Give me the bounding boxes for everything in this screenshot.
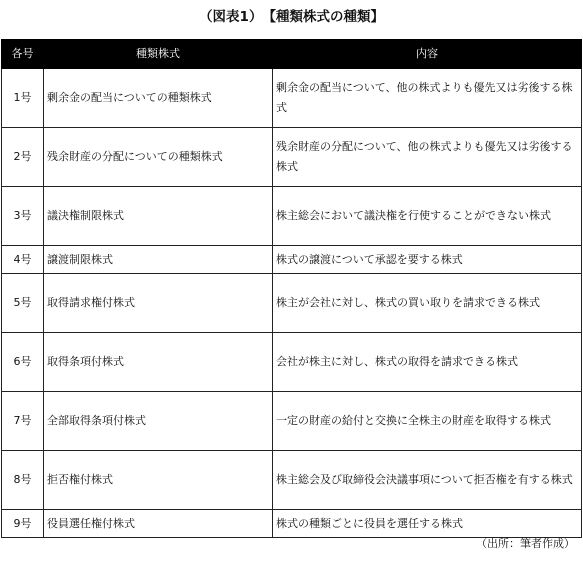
row-share-type: 全部取得条項付株式 [44, 392, 273, 451]
table-row [2, 510, 582, 538]
row-number: 9号 [2, 510, 44, 538]
row-content: 株主総会及び取締役会決議事項について拒否権を有する株式 [273, 451, 582, 510]
row-number: 6号 [2, 333, 44, 392]
header-content: 内容 [273, 40, 582, 69]
table-row [2, 392, 582, 451]
table-row [2, 274, 582, 333]
row-content: 一定の財産の給付と交換に全株主の財産を取得する株式 [273, 392, 582, 451]
share-types-table [1, 39, 582, 538]
row-content: 会社が株主に対し、株式の取得を請求できる株式 [273, 333, 582, 392]
row-number: 2号 [2, 128, 44, 187]
table-header-row [2, 40, 582, 69]
row-share-type: 残余財産の分配についての種類株式 [44, 128, 273, 187]
row-content: 剰余金の配当について、他の株式よりも優先又は劣後する株式 [273, 69, 582, 128]
row-content: 株式の種類ごとに役員を選任する株式 [273, 510, 582, 538]
row-content: 株式の譲渡について承認を要する株式 [273, 246, 582, 274]
row-content: 株主が会社に対し、株式の買い取りを請求できる株式 [273, 274, 582, 333]
table-row [2, 451, 582, 510]
header-number: 各号 [2, 40, 44, 69]
row-number: 4号 [2, 246, 44, 274]
row-number: 8号 [2, 451, 44, 510]
header-share-type: 種類株式 [44, 40, 273, 69]
source-note: （出所：筆者作成） [476, 537, 575, 550]
table-row [2, 246, 582, 274]
table-row [2, 69, 582, 128]
row-share-type: 議決権制限株式 [44, 187, 273, 246]
row-number: 1号 [2, 69, 44, 128]
row-share-type: 役員選任権付株式 [44, 510, 273, 538]
row-share-type: 拒否権付株式 [44, 451, 273, 510]
row-share-type: 剰余金の配当についての種類株式 [44, 69, 273, 128]
table-row [2, 128, 582, 187]
table-row [2, 333, 582, 392]
row-number: 3号 [2, 187, 44, 246]
table-row [2, 187, 582, 246]
row-share-type: 譲渡制限株式 [44, 246, 273, 274]
row-share-type: 取得請求権付株式 [44, 274, 273, 333]
row-share-type: 取得条項付株式 [44, 333, 273, 392]
row-content: 残余財産の分配について、他の株式よりも優先又は劣後する株式 [273, 128, 582, 187]
row-number: 7号 [2, 392, 44, 451]
row-content: 株主総会において議決権を行使することができない株式 [273, 187, 582, 246]
row-number: 5号 [2, 274, 44, 333]
table-caption: （図表1） 【種類株式の種類】 [199, 9, 384, 25]
